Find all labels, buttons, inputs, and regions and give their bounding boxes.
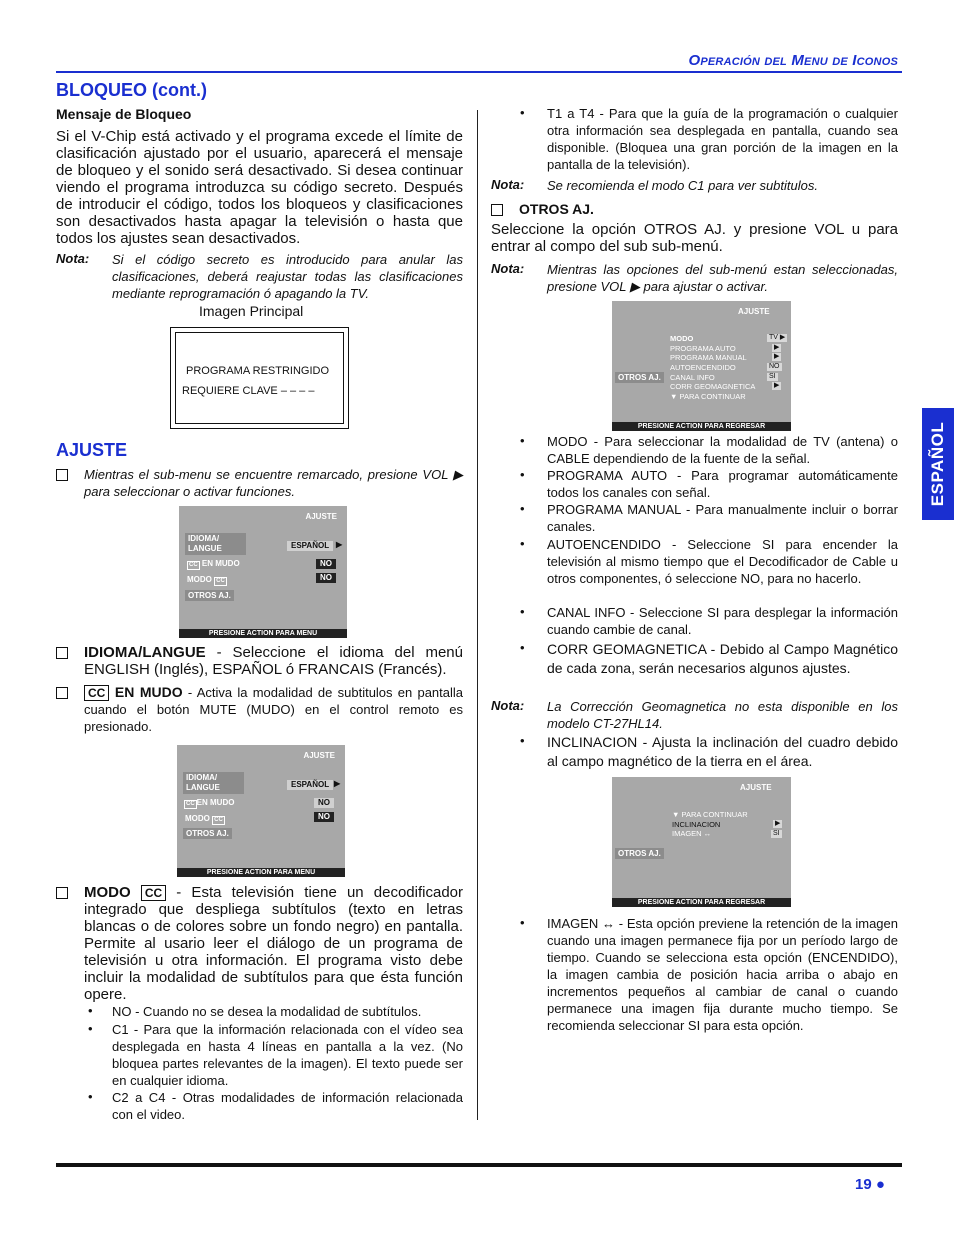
nota-3: Mientras las opciones del sub-menú estan seleccionadas, presione VOL ▶ para ajustar o activar. xyxy=(547,262,898,294)
screen-value: SI xyxy=(769,373,776,380)
screen-item: MODO xyxy=(670,334,694,343)
bullet-icon: • xyxy=(520,915,525,930)
t1t4-text: T1 a T4 - Para que la guía de la programación o cualquier otra información sea desplegada en pantalla, cuando sea disponible. (Bloquea una gran porción de la imagen en la pantalla de la televisión). xyxy=(547,106,898,172)
screen-modo-value: NO xyxy=(314,812,334,822)
bloqueo-title: BLOQUEO (cont.) xyxy=(56,80,207,100)
screen-modo: MODO CC xyxy=(185,814,223,823)
screen-value: ▶ xyxy=(774,353,780,360)
language-tab xyxy=(922,408,954,520)
screen-item: CORR GEOMAGNETICA xyxy=(670,382,756,391)
bullet-icon: • xyxy=(88,1003,93,1018)
screen-idioma: IDIOMA/ LANGUE xyxy=(183,772,244,794)
screen-enmudo-value: NO xyxy=(316,559,336,569)
screen-value: ▶ xyxy=(775,820,781,827)
bullet-icon: • xyxy=(520,640,525,655)
lock-line-1: PROGRAMA RESTRINGIDO xyxy=(186,365,330,377)
inclinacion-text: INCLINACION - Ajusta la inclinación del cuadro debido al campo magnético de la tierra en el área. xyxy=(547,734,898,769)
modo-para: MODO CC - Esta televisión tiene un decodificador integrado que despliega subtítulos (texto en letras blancas o de colores sobre un fondo negro) en pantalla. Permite al usario leer el diálogo de un programa de televisión u otra información. El programa visto debe incluir la modalidad de subtítulos para que ésta función opere. xyxy=(84,884,463,1003)
screen-title: AJUSTE xyxy=(740,783,772,792)
screen-otros: OTROS AJ. xyxy=(185,590,234,601)
screen-item: ▼ PARA CONTINUAR xyxy=(672,810,748,819)
bullet-icon: • xyxy=(88,1021,93,1036)
screen-enmudo-value: NO xyxy=(314,798,334,808)
otros-bullet-5: CANAL INFO - Seleccione SI para desplegar la información cuando cambie de canal. xyxy=(547,605,898,637)
bullet-icon: • xyxy=(520,433,525,448)
nota-1: Si el código secreto es introducido para anular las clasificaciones, deberá reajustar todas las clasificaciones mediante reprogramación ó apagando la TV. xyxy=(112,252,463,301)
screen-modo-value: NO xyxy=(316,573,336,583)
arrow-right-icon: ▶ xyxy=(334,779,341,788)
bullet-icon: • xyxy=(520,536,525,551)
otros-bullet-3: PROGRAMA MANUAL - Para manualmente incluir o borrar canales. xyxy=(547,502,898,534)
screen-item: ▼ PARA CONTINUAR xyxy=(670,392,746,401)
enmudo-para: CC EN MUDO - Activa la modalidad de subtitulos en pantalla cuando el botón MUTE (MUDO) en el control remoto es presionado. xyxy=(84,684,464,734)
bullet-icon: • xyxy=(520,467,525,482)
screen-item: AUTOENCENDIDO xyxy=(670,363,736,372)
arrow-right-icon: ▶ xyxy=(336,540,343,549)
ajuste-title: AJUSTE xyxy=(56,440,128,460)
screen-otros: OTROS AJ. xyxy=(183,828,232,839)
modo-bullet-1: NO - Cuando no se desea la modalidad de subtítulos. xyxy=(112,1004,422,1019)
nota-label: Nota: xyxy=(491,698,525,713)
footer-rule xyxy=(56,1163,902,1167)
screen-idioma: IDIOMA/ LANGUE xyxy=(185,533,246,555)
checkbox-icon xyxy=(56,647,68,659)
otros-text: Seleccione la opción OTROS AJ. y presione VOL u para entrar al compo del sub sub-menú. xyxy=(491,221,898,255)
bullet-icon: • xyxy=(520,733,525,748)
idioma-para: IDIOMA/LANGUE - Seleccione el idioma del menú ENGLISH (Inglés), ESPAÑOL ó FRANCAIS (Francés). xyxy=(84,644,463,678)
language-tab-label: ESPAÑOL xyxy=(928,421,947,507)
otros-screen-2 xyxy=(612,777,791,907)
lock-line-2: REQUIERE CLAVE – – – – xyxy=(182,385,315,397)
screen-title: AJUSTE xyxy=(738,307,770,316)
modo-bullet-3: C2 a C4 - Otras modalidades de información relacionada con el video. xyxy=(112,1090,463,1122)
nota-2: Se recomienda el modo C1 para ver subtitulos. xyxy=(547,178,818,193)
screen-otros: OTROS AJ. xyxy=(615,372,664,383)
otros-bullet-6: CORR GEOMAGNETICA - Debido al Campo Magnético de cada zona, serán necesarios algunos ajustes. xyxy=(547,641,898,676)
screen-value: NO xyxy=(769,363,780,370)
bullet-icon: • xyxy=(520,105,525,120)
screen-idioma-value: ESPAÑOL xyxy=(287,541,333,551)
ajuste-hint: Mientras el sub-menu se encuentre remarcado, presione VOL ▶ para seleccionar o activar funciones. xyxy=(84,467,463,499)
otros-bullet-1: MODO - Para seleccionar la modalidad de TV (antena) o CABLE dependiendo de la fuente de la señal. xyxy=(547,434,898,466)
mensaje-heading: Mensaje de Bloqueo xyxy=(56,106,192,122)
screen-idioma-value: ESPAÑOL xyxy=(287,780,333,790)
bullet-icon: • xyxy=(88,1089,93,1104)
otros-bullet-4: AUTOENCENDIDO - Seleccione SI para encender la televisión al mismo tiempo que el Decodificador de Cable u otros componentes, ó seleccione NO, para no hacerlo. xyxy=(547,537,898,586)
page-header-title: Operación del Menu de Iconos xyxy=(688,52,898,69)
screen-bar: PRESIONE ACTION PARA REGRESAR xyxy=(612,422,791,431)
nota-label: Nota: xyxy=(491,261,525,276)
page-number: 19 ● xyxy=(855,1176,885,1193)
checkbox-icon xyxy=(56,887,68,899)
screen-item: IMAGEN ↔ xyxy=(672,829,712,838)
ajuste-screen-2 xyxy=(177,745,345,877)
otros-bullet-2: PROGRAMA AUTO - Para programar automáticamente todos los canales con señal. xyxy=(547,468,898,500)
screen-enmudo: CC EN MUDO xyxy=(186,798,235,807)
screen-item: INCLINACION xyxy=(672,820,721,829)
checkbox-icon xyxy=(56,469,68,481)
screen-enmudo: CC EN MUDO xyxy=(189,559,240,568)
bullet-icon: • xyxy=(520,501,525,516)
modo-bullet-2: C1 - Para que la información relacionada con el vídeo sea desplegada en hasta 4 líneas en pantalla a la vez. (No bloquea partes relevantes de la imagen). El texto puede ser en cualquier idioma. xyxy=(112,1022,463,1088)
screen-otros: OTROS AJ. xyxy=(615,848,664,859)
screen-bar: PRESIONE ACTION PARA MENU xyxy=(179,629,347,638)
screen-item: PROGRAMA MANUAL xyxy=(670,353,747,362)
nota-label: Nota: xyxy=(56,251,90,266)
column-divider xyxy=(477,110,478,1120)
screen-title: AJUSTE xyxy=(305,512,337,521)
header-rule xyxy=(56,71,902,73)
screen-value: ▶ xyxy=(774,344,780,351)
checkbox-icon xyxy=(56,687,68,699)
bullet-icon: • xyxy=(520,604,525,619)
screen-value: ▶ xyxy=(774,382,780,389)
screen-title: AJUSTE xyxy=(303,751,335,760)
screen-value: SI xyxy=(773,830,780,837)
otros-heading: OTROS AJ. xyxy=(519,201,594,217)
imagen-text: IMAGEN ↔ - Esta opción previene la retención de la imagen cuando una imagen permanece fija por un período largo de tiempo. Cuando se selecciona esta opción (ENCENDIDO), la imagen cambia de posición hacia arriba o abajo en incrementos pequeños al cambiar de canal o cuando permanece una imagen fija durante mucho tiempo. Se recomienda seleccionar SI para esta opción. xyxy=(547,916,898,1033)
screen-bar: PRESIONE ACTION PARA MENU xyxy=(177,868,345,877)
screen-bar: PRESIONE ACTION PARA REGRESAR xyxy=(612,898,791,907)
nota-4: La Corrección Geomagnetica no esta disponible en los modelo CT-27HL14. xyxy=(547,699,898,731)
imagen-principal-caption: Imagen Principal xyxy=(199,303,304,319)
screen-item: CANAL INFO xyxy=(670,373,715,382)
checkbox-icon xyxy=(491,204,503,216)
screen-value: TV ▶ xyxy=(769,334,786,341)
nota-label: Nota: xyxy=(491,177,525,192)
otros-screen-1 xyxy=(612,301,791,431)
ajuste-screen-1 xyxy=(179,506,347,638)
mensaje-text: Si el V-Chip está activado y el programa excede el límite de clasificación ajustado por el usuario, aparecerá el mensaje de bloqueo y el sonido será desactivado. Si desea continuar viendo el programa introduzca su código secreto. Después de introducir el código, todos los bloqueos y clasificaciones son desactivados hasta apagar la televisión o hasta que todos los ajustes sean desactivados. xyxy=(56,128,463,247)
screen-item: PROGRAMA AUTO xyxy=(670,344,736,353)
screen-modo: MODO CC xyxy=(187,575,225,584)
lock-screen-box xyxy=(170,327,349,429)
